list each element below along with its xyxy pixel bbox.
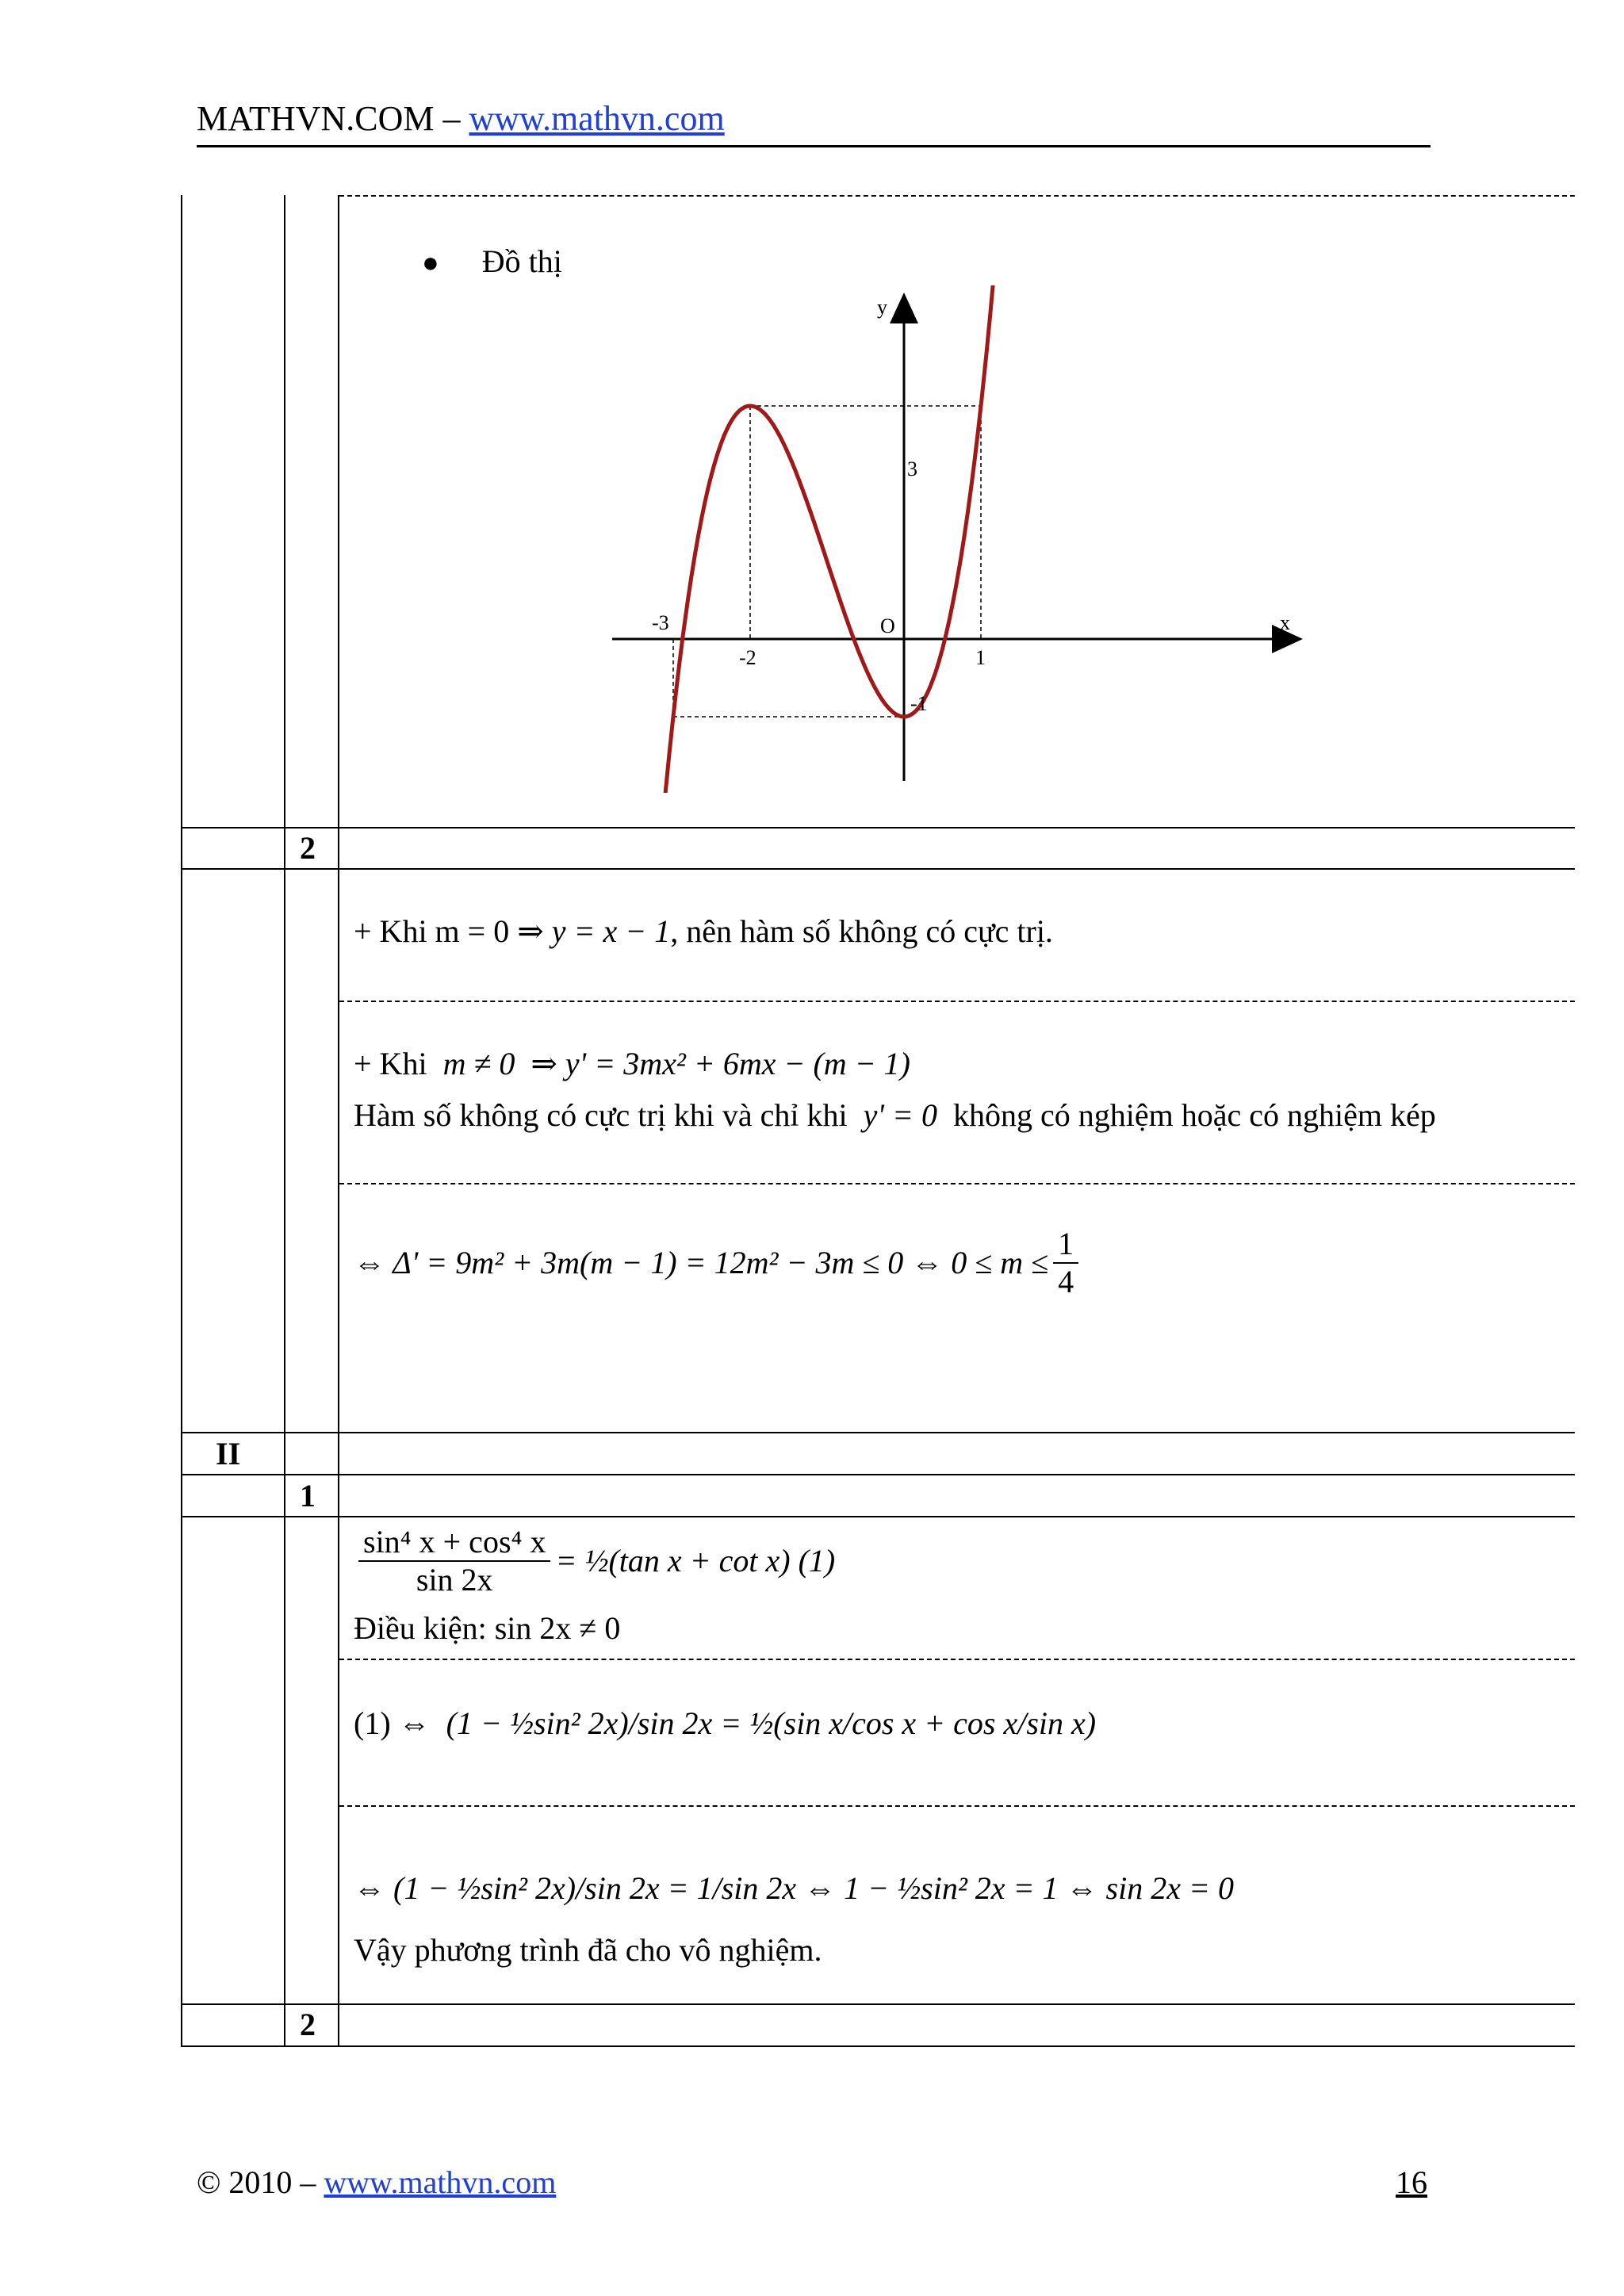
- row-number: 1: [300, 1478, 316, 1513]
- dashed-separator: [339, 195, 1575, 197]
- header-rule: [197, 145, 1431, 147]
- function-graph: [603, 285, 1316, 793]
- tick-label-y-3: 3: [907, 457, 917, 480]
- graph-heading: Đồ thị: [481, 243, 562, 279]
- dashed-separator: [339, 1805, 1575, 1807]
- row-divider: [181, 1432, 1575, 1433]
- step-equation: ⇔ (1 − ½sin² 2x)/sin 2x = 1/sin 2x ⇔ 1 − ½sin² 2x = 1 ⇔ sin 2x = 0: [354, 1870, 1234, 1906]
- page-number: 16: [1396, 2164, 1427, 2200]
- y-axis-label: y: [877, 296, 887, 319]
- discriminant-equation: ⇔ Δ' = 9m² + 3m(m − 1) = 12m² − 3m ≤ 0 ⇔ 0 ≤ m ≤: [354, 1245, 1049, 1280]
- tick-label-x-neg2: -2: [739, 646, 756, 669]
- condition: m ≠ 0: [442, 1046, 515, 1081]
- conclusion: Vậy phương trình đã cho vô nghiệm.: [354, 1932, 822, 1968]
- x-axis-label: x: [1280, 611, 1290, 634]
- bullet-graph: ● Đồ thị: [422, 243, 562, 279]
- table-left-border: [181, 195, 182, 2047]
- row-divider: [181, 868, 1575, 870]
- no-extremum-statement: [354, 1096, 1436, 1135]
- transform-step: [354, 1705, 1096, 1743]
- simplify-step: [354, 1869, 1234, 1908]
- fraction-numerator: 1: [1053, 1226, 1078, 1264]
- case-m-nonzero: + Khi m ≠ 0 ⇒ y' = 3mx² + 6mx − (m − 1): [354, 1046, 910, 1081]
- page-footer: [197, 2164, 556, 2201]
- step-label: (1) ⇔: [354, 1705, 431, 1741]
- table-col1-border: [284, 195, 285, 2047]
- fraction-numerator: sin⁴ x + cos⁴ x: [358, 1524, 550, 1562]
- row-divider: [181, 2045, 1575, 2047]
- row-number: 2: [300, 2007, 316, 2042]
- copyright: © 2010 –: [197, 2164, 324, 2200]
- tick-label-x-1: 1: [975, 646, 986, 669]
- fraction-denominator: sin 2x: [416, 1562, 493, 1598]
- origin-label: O: [880, 614, 895, 637]
- page-header: [197, 98, 725, 139]
- trig-equation: [354, 1524, 835, 1598]
- step-equation: (1 − ½sin² 2x)/sin 2x = ½(sin x/cos x + cos x/sin x): [446, 1705, 1097, 1741]
- cubic-curve: [664, 285, 1005, 793]
- equation-rhs: = ½(tan x + cot x) (1): [555, 1543, 836, 1578]
- statement-text: không có nghiệm hoặc có nghiệm kép: [952, 1097, 1436, 1133]
- discriminant-condition: [354, 1226, 1083, 1300]
- site-name: MATHVN.COM: [197, 99, 435, 138]
- row-number: 2: [300, 830, 316, 866]
- derivative-equation: y' = 3mx² + 6mx − (m − 1): [565, 1046, 910, 1081]
- row-divider: [181, 827, 1575, 828]
- row-divider: [181, 2003, 1575, 2005]
- header-separator: –: [434, 99, 469, 138]
- equation: y = x − 1: [551, 913, 671, 949]
- row-divider: [181, 1474, 1575, 1475]
- dashed-separator: [339, 1659, 1575, 1660]
- tick-label-x-neg3: -3: [652, 611, 669, 634]
- case-m-zero: + Khi m = 0 ⇒ y = x − 1, nên hàm số không có cực trị.: [354, 913, 1053, 949]
- case-prefix: + Khi m = 0: [354, 913, 510, 949]
- statement-text: Hàm số không có cực trị khi và chỉ khi: [354, 1097, 848, 1133]
- section-label: II: [216, 1436, 241, 1471]
- fraction-denominator: 4: [1058, 1264, 1074, 1299]
- header-link[interactable]: www.mathvn.com: [469, 99, 725, 138]
- case-suffix: , nên hàm số không có cực trị.: [670, 913, 1053, 949]
- equation: y' = 0: [863, 1097, 937, 1133]
- footer-link[interactable]: www.mathvn.com: [324, 2164, 557, 2200]
- table-col2-border: [338, 195, 339, 2047]
- dashed-separator: [339, 1001, 1575, 1002]
- dashed-separator: [339, 1183, 1575, 1184]
- case-prefix: + Khi: [354, 1046, 427, 1081]
- domain-condition: Điều kiện: sin 2x ≠ 0: [354, 1610, 621, 1646]
- tick-label-y-neg1: -1: [910, 692, 928, 715]
- row-divider: [181, 1516, 1575, 1517]
